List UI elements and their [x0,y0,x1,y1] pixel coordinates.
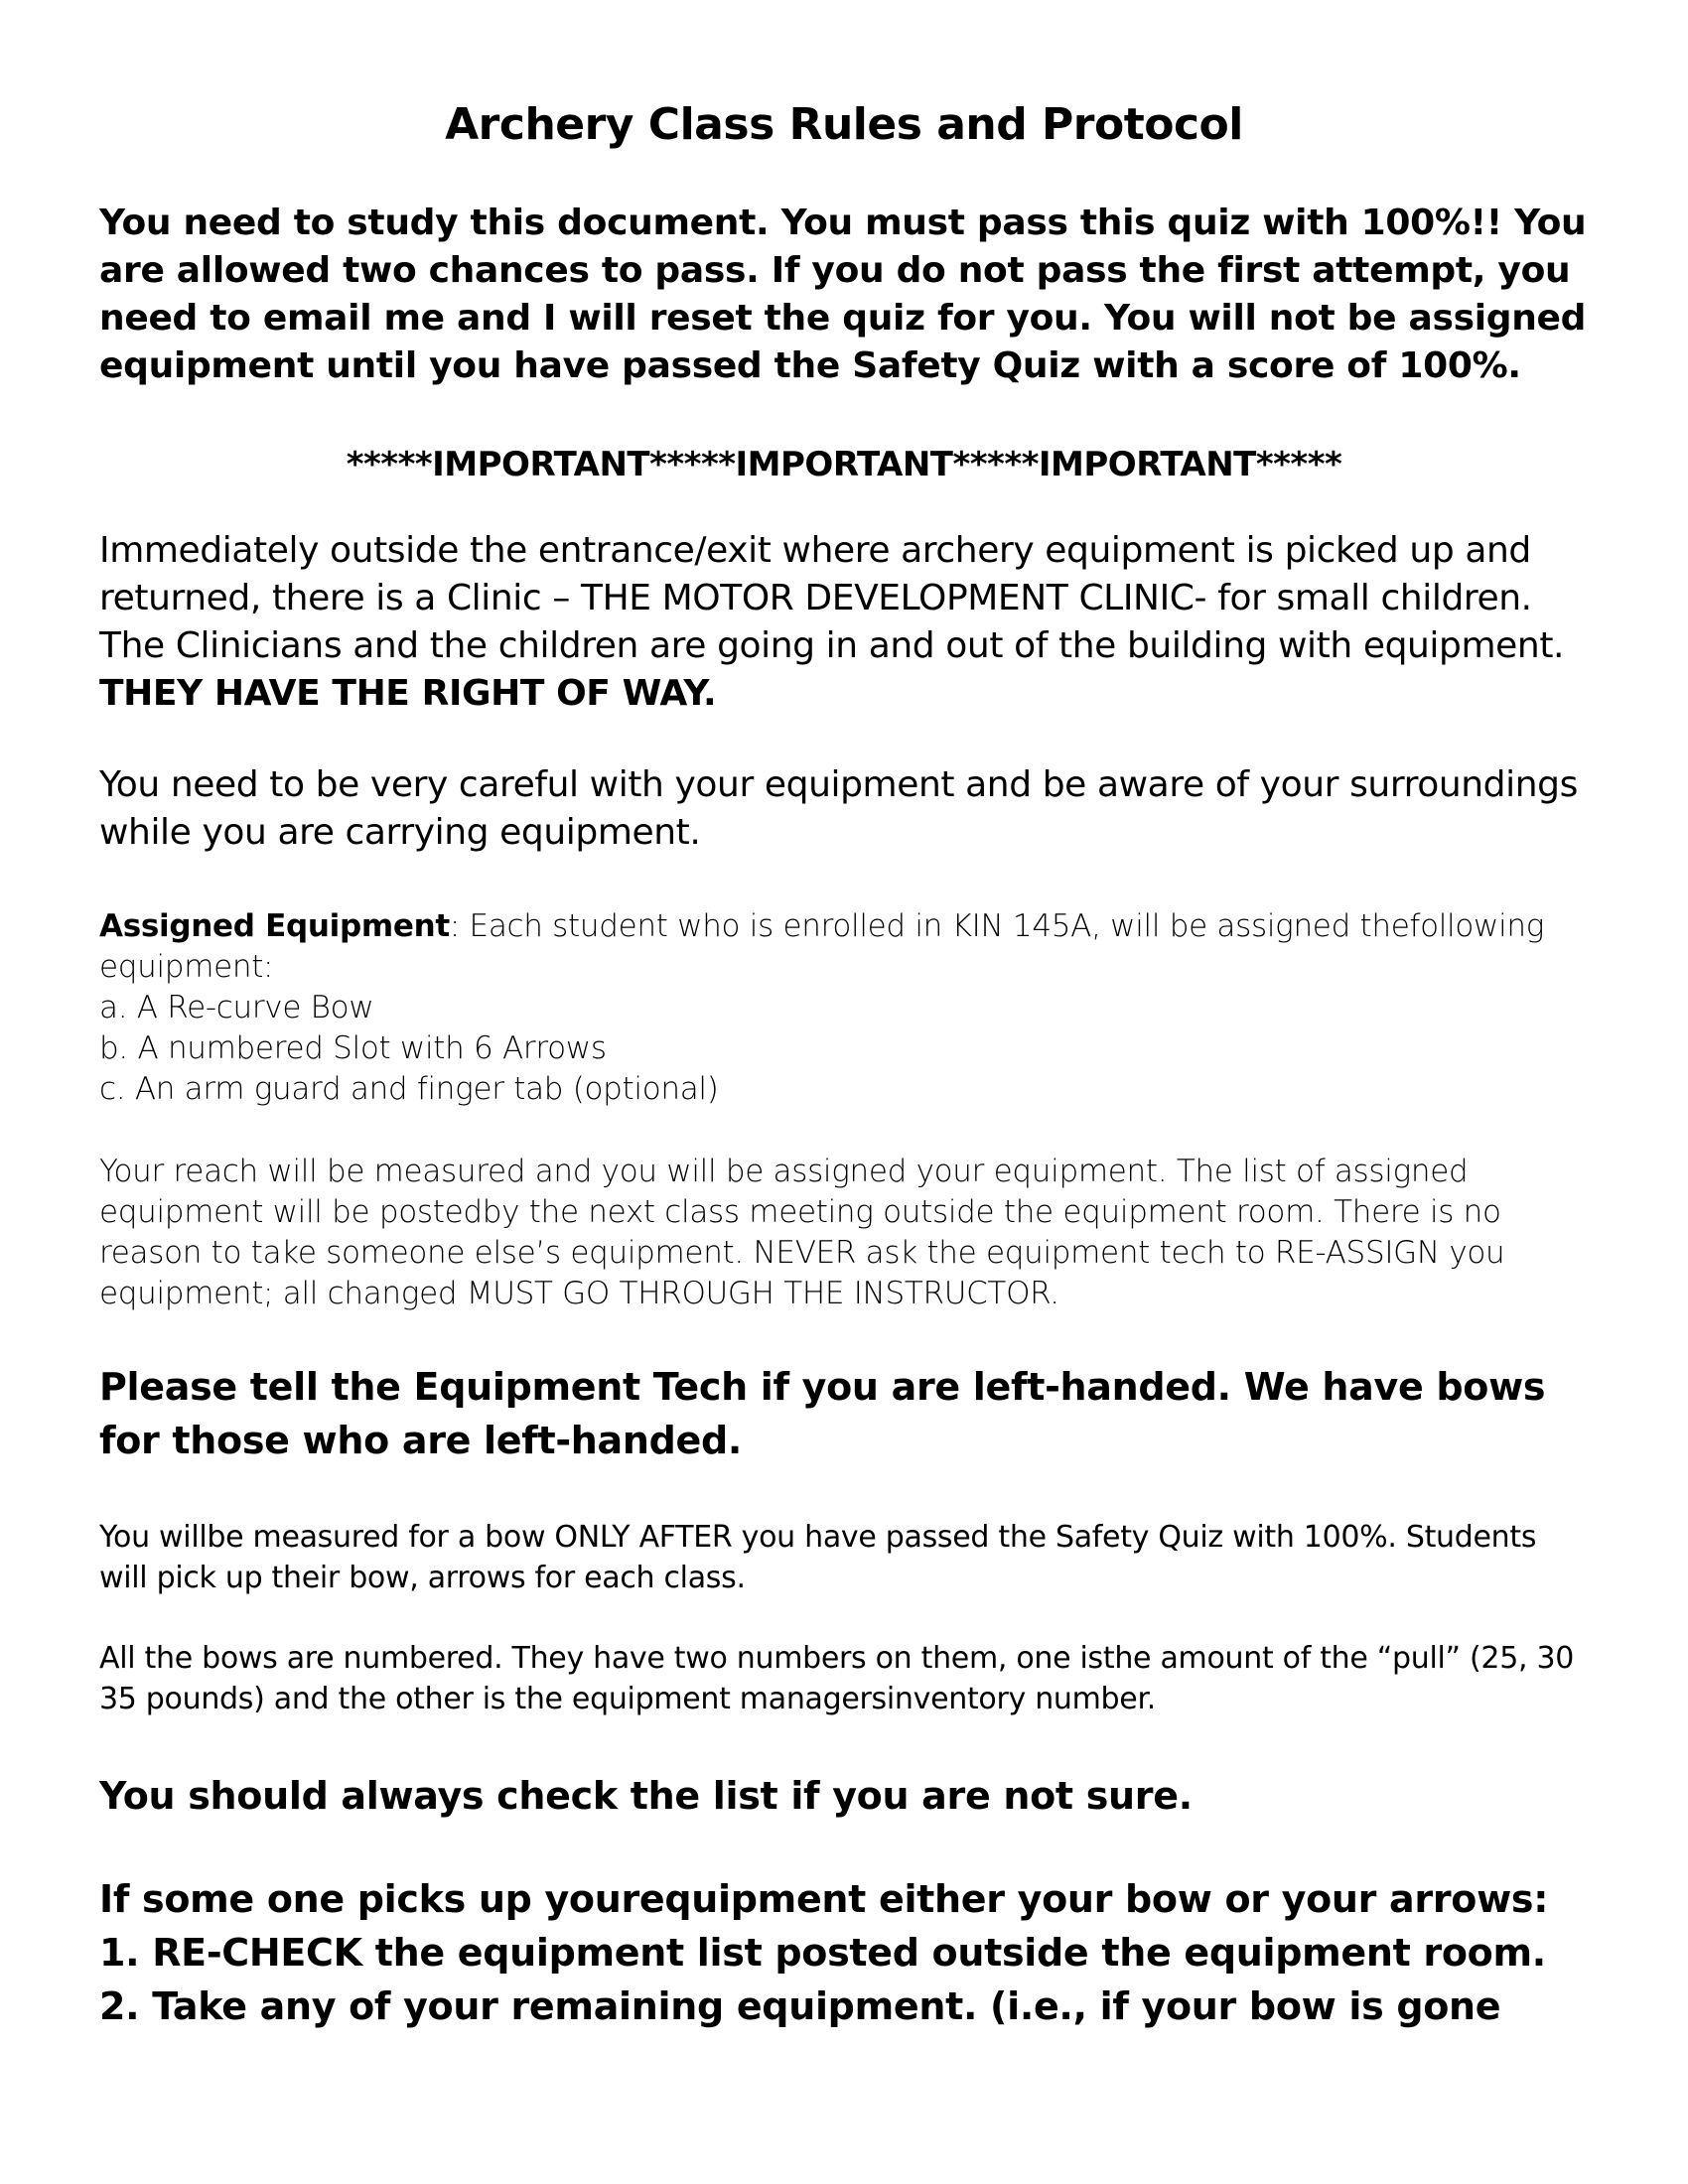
pickup-heading: If some one picks up yourequipment either your bow or your arrows: [99,1876,1549,1921]
clinic-text: Immediately outside the entrance/exit where archery equipment is picked up and returned, there is a Clinic – THE MOTOR DEVELOPMENT CLINIC- for small children. The Clinicians and the children are going in and out of the building with equipment. [99,529,1565,666]
equipment-list [99,988,1589,1110]
left-handed-notice: Please tell the Equipment Tech if you are left-handed. We have bows for those who are left-handed. [99,1364,1546,1462]
document-page [99,99,1589,2033]
check-list-notice: You should always check the list if you are not sure. [99,1773,1193,1818]
assigned-equipment-section [99,906,1589,1110]
clinic-paragraph [99,527,1589,718]
equipment-item-bow: a. A Re-curve Bow [99,989,374,1025]
measured-paragraph: You willbe measured for a bow ONLY AFTER you have passed the Safety Quiz with 100%. Students will pick up their bow, arrows for each class. [99,1519,1537,1595]
document-title: Archery Class Rules and Protocol [445,99,1243,150]
careful-paragraph: You need to be very careful with your equipment and be aware of your surroundings while you are carrying equipment. [99,763,1578,853]
bows-paragraph: All the bows are numbered. They have two numbers on them, one isthe amount of the “pull” (25, 30 35 pounds) and the other is the equipment managersinventory number. [99,1640,1575,1716]
important-banner: *****IMPORTANT*****IMPORTANT*****IMPORTANT***** [346,444,1342,484]
equipment-item-armguard: c. An arm guard and finger tab (optional) [99,1070,719,1107]
assigned-equipment-text: : Each student who is enrolled in KIN 145A, will be assigned thefollowing equipment: [99,907,1545,985]
pickup-step-2: 2. Take any of your remaining equipment. (i.e., if your bow is gone [99,1983,1501,2028]
pickup-step-1: 1. RE-CHECK the equipment list posted outside the equipment room. [99,1930,1546,1975]
assigned-equipment-intro [99,908,1544,985]
intro-paragraph: You need to study this document. You must pass this quiz with 100%!! You are allowed two chances to pass. If you do not pass the first attempt, you need to email me and I will reset the quiz for you. You will not be assigned equipment until you have passed the Safety Quiz with a score of 100%. [99,202,1587,386]
equipment-item-arrows: b. A numbered Slot with 6 Arrows [99,1029,607,1066]
assigned-equipment-label: Assigned Equipment [99,907,450,944]
right-of-way-emphasis: THEY HAVE THE RIGHT OF WAY. [99,672,717,714]
pickup-section [99,1872,1589,2033]
reach-paragraph: Your reach will be measured and you will be assigned your equipment. The list of assigned equipment will be postedby the next class meeting outside the equipment room. There is no reason to take someone else’s equipment. NEVER ask the equipment tech to RE-ASSIGN you equipment; all changed MUST GO THROUGH THE INSTRUCTOR. [99,1153,1505,1311]
